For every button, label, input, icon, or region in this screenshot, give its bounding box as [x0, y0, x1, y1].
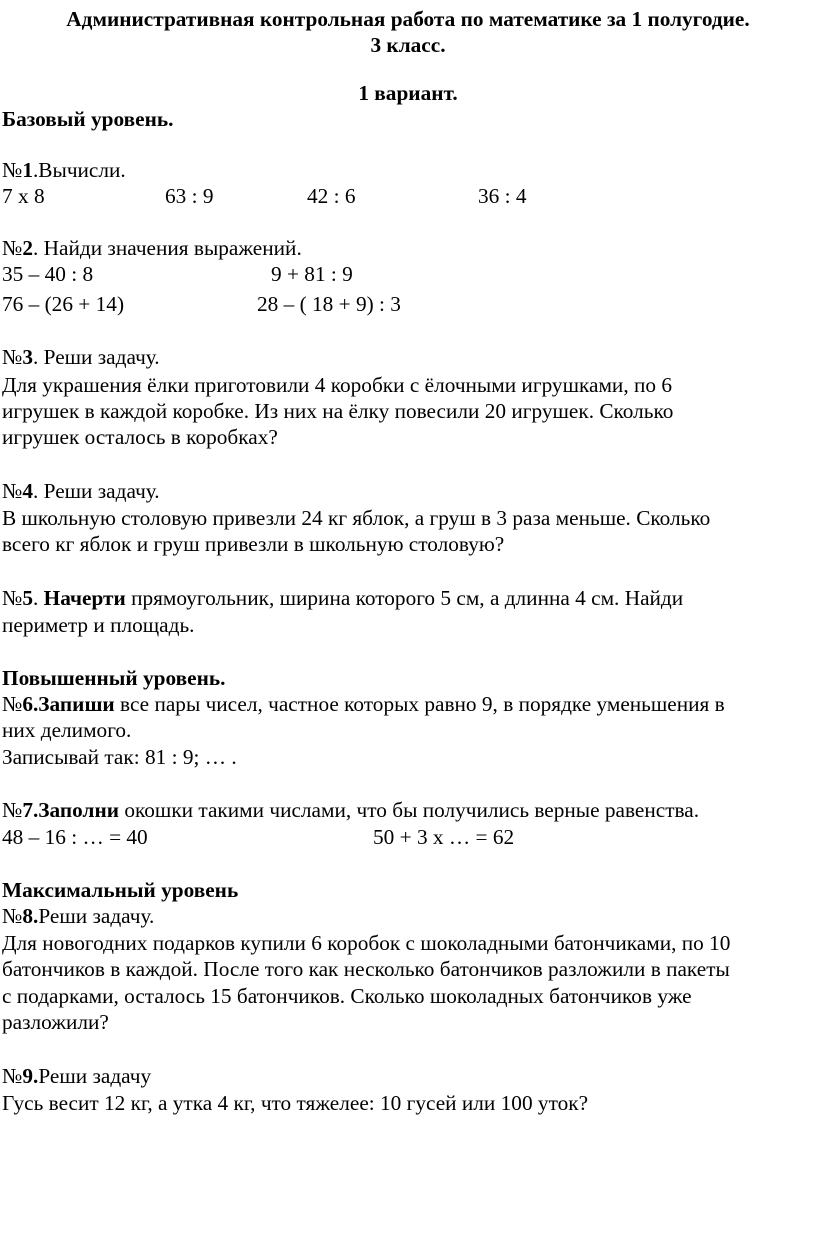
- page-title: Административная контрольная работа по математике за 1 полугодие.: [66, 7, 750, 31]
- task-7-equation: 50 + 3 х … = 62: [373, 825, 515, 849]
- number-sign: №: [2, 904, 23, 928]
- task-8-text-line: с подарками, осталось 15 батончиков. Сколько шоколадных батончиков уже: [2, 984, 692, 1008]
- task-title: . Реши задачу.: [32, 345, 160, 369]
- task-2-heading: [2, 235, 302, 261]
- task-title: . Найди значения выражений.: [32, 236, 302, 260]
- task-8-heading: [2, 903, 154, 929]
- task-text: прямоугольник, ширина которого 5 см, а длинна 4 см. Найди: [125, 586, 684, 610]
- number-sign: №: [2, 345, 23, 369]
- task-text: все пары чисел, частное которых равно 9, в порядке уменьшения в: [114, 692, 725, 716]
- task-number: 2: [22, 236, 33, 260]
- task-keyword: Начерти: [43, 586, 126, 610]
- task-number: 5: [22, 586, 33, 610]
- task-9-text-line: Гусь весит 12 кг, а утка 4 кг, что тяжелее: 10 гусей или 100 уток?: [2, 1091, 589, 1115]
- task-2-expression: 28 – ( 18 + 9) : 3: [257, 292, 401, 316]
- task-2-expression: 35 – 40 : 8: [2, 262, 94, 286]
- task-4-text-line: всего кг яблок и груш привезли в школьную столовую?: [2, 532, 505, 556]
- number-sign: №: [2, 798, 23, 822]
- task-3-text-line: Для украшения ёлки приготовили 4 коробки с ёлочными игрушками, по 6: [2, 373, 672, 397]
- task-8-text-line: Для новогодних подарков купили 6 коробок с шоколадными батончиками, по 10: [2, 931, 731, 955]
- task-5-text-line: [2, 585, 683, 611]
- task-1-expression: 36 : 4: [478, 184, 527, 208]
- variant-label: 1 вариант.: [358, 81, 458, 105]
- number-sign: №: [2, 158, 23, 182]
- task-5-text-line: периметр и площадь.: [2, 613, 195, 637]
- grade-label: 3 класс.: [370, 33, 446, 57]
- task-text: окошки такими числами, что бы получились верные равенства.: [119, 798, 700, 822]
- task-title: . Реши задачу.: [32, 479, 160, 503]
- task-3-text-line: игрушек в каждой коробке. Из них на ёлку повесили 20 игрушек. Сколько: [2, 399, 674, 423]
- section-advanced-heading: Повышенный уровень.: [2, 666, 226, 690]
- task-number: 3: [22, 345, 33, 369]
- number-sign: №: [2, 1064, 23, 1088]
- task-title: Реши задачу: [38, 1064, 152, 1088]
- task-6-text-line: них делимого.: [2, 718, 132, 742]
- task-7-text-line: [2, 797, 699, 823]
- section-basic-heading: Базовый уровень.: [2, 107, 174, 131]
- task-title: .Вычисли.: [32, 158, 126, 182]
- task-1-heading: [2, 157, 126, 183]
- task-2-expression: 76 – (26 + 14): [2, 292, 125, 316]
- task-number: 1: [22, 158, 33, 182]
- task-number: 8.: [22, 904, 39, 928]
- task-6-text-line: [2, 691, 725, 717]
- number-sign: №: [2, 479, 23, 503]
- task-keyword: 7.Заполни: [22, 798, 120, 822]
- task-keyword: 6.Запиши: [22, 692, 115, 716]
- task-7-equation: 48 – 16 : … = 40: [2, 825, 148, 849]
- task-4-heading: [2, 478, 160, 504]
- task-number: 4: [22, 479, 33, 503]
- number-sign: №: [2, 236, 23, 260]
- number-sign: №: [2, 586, 23, 610]
- task-1-expression: 7 х 8: [2, 184, 45, 208]
- task-6-example: Записывай так: 81 : 9; … .: [2, 745, 237, 769]
- task-8-text-line: разложили?: [2, 1010, 109, 1034]
- task-title: Реши задачу.: [38, 904, 155, 928]
- separator: .: [32, 586, 44, 610]
- task-number: 9.: [22, 1064, 39, 1088]
- task-3-heading: [2, 344, 160, 370]
- task-9-heading: [2, 1063, 151, 1089]
- task-1-expression: 42 : 6: [307, 184, 356, 208]
- task-3-text-line: игрушек осталось в коробках?: [2, 425, 278, 449]
- task-4-text-line: В школьную столовую привезли 24 кг яблок, а груш в 3 раза меньше. Сколько: [2, 506, 711, 530]
- task-1-expression: 63 : 9: [165, 184, 214, 208]
- task-8-text-line: батончиков в каждой. После того как несколько батончиков разложили в пакеты: [2, 957, 730, 981]
- section-max-heading: Максимальный уровень: [2, 878, 239, 902]
- number-sign: №: [2, 692, 23, 716]
- task-2-expression: 9 + 81 : 9: [271, 262, 353, 286]
